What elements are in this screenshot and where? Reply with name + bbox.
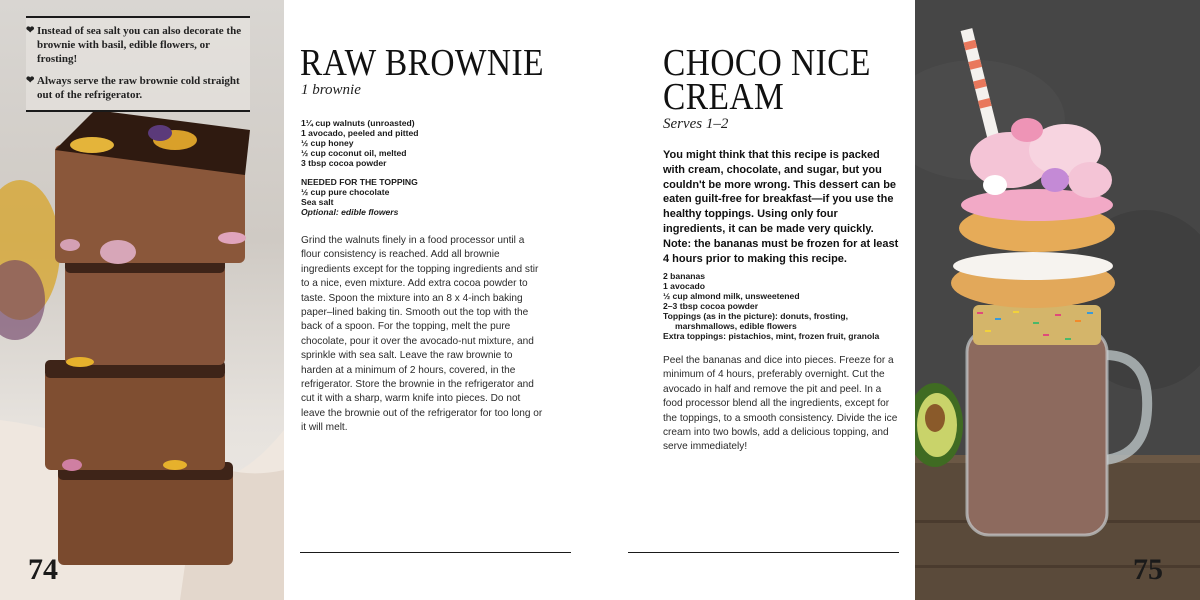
brownie-photo	[0, 0, 284, 600]
heart-bullet-icon: ❤	[26, 75, 35, 86]
ingredient-line: 2 bananas	[663, 271, 706, 281]
topping-heading: NEEDED FOR THE TOPPING	[301, 177, 418, 187]
milkshake-illustration	[915, 0, 1200, 600]
ingredient-line: ½ cup pure chocolate	[301, 187, 390, 197]
milkshake-photo	[915, 0, 1200, 600]
brownie-block-3	[45, 360, 225, 470]
page-number-left: 74	[28, 553, 58, 586]
ingredient-line: ½ cup honey	[301, 138, 354, 148]
choco-instructions: Peel the bananas and dice into pieces. Freeze for a minimum of 4 hours, preferably overnight. Cut the avocado in half and remove the pit and peel. In a food processor blend all the ingredients, except for the toppings, to a smooth consistency. Divide the ice cream into two bowls, add a delicious topping, and serve immediately!	[663, 355, 898, 453]
footer-rule-left	[300, 552, 571, 553]
optional-line: Optional: edible flowers	[301, 207, 399, 217]
extra-toppings-line: Extra toppings: pistachios, mint, frozen fruit, granola	[663, 331, 880, 341]
raw-brownie-instructions: Grind the walnuts finely in a food processor until a flour consistency is reached. Add all brownie ingredients except for the topping ingredients and stir to a nice, even mixture. Add extra cocoa powder to taste. Spoon the mixture into an 8 x 4-inch baking paper–lined baking tin. Smooth out the top with the back of a spoon. For the topping, melt the pure chocolate, pour it over the avocado-nut mixture, and sprinkle with sea salt. Leave the raw brownie to harden at a minimum of 2 hours, covered, in the refrigerator. Store the brownie in the refrigerator and cut it with a sharp, warm knife into pieces. Do not leave the brownie out of the refrigerator for too long or it will melt.	[301, 235, 543, 434]
tip-text: Instead of sea salt you can also decorate the brownie with basil, edible flowers, or frosting!	[37, 25, 242, 65]
choco-ingredients	[663, 271, 908, 341]
heart-bullet-icon: ❤	[26, 25, 35, 36]
tip-text: Always serve the raw brownie cold straight out of the refrigerator.	[37, 75, 240, 101]
raw-brownie-ingredients	[301, 118, 561, 217]
ingredient-line: 1¼ cup walnuts (unroasted)	[301, 118, 415, 128]
brownie-block-4	[58, 462, 233, 565]
ingredient-line: 1 avocado	[663, 281, 706, 291]
tip-item	[26, 74, 250, 102]
toppings-line: marshmallows, edible flowers	[675, 321, 797, 331]
ingredient-line: 1 avocado, peeled and pitted	[301, 128, 419, 138]
choco-intro: You might think that this recipe is packed with cream, chocolate, and sugar, but you couldn't be more wrong. This dessert can be eaten guilt-free for breakfast—if you use the healthy toppings. Using only four ingredients, it can be made very quickly. Note: the bananas must be frozen for at least 4 hours prior to making this recipe.	[663, 149, 899, 265]
tips-box	[26, 16, 250, 112]
brownie-block-2	[65, 255, 225, 365]
ingredient-line: ½ cup coconut oil, melted	[301, 148, 407, 158]
ingredient-line: 2–3 tbsp cocoa powder	[663, 301, 759, 311]
ingredient-line: 3 tbsp cocoa powder	[301, 158, 387, 168]
raw-brownie-title: RAW BROWNIE	[300, 42, 544, 84]
choco-title	[663, 42, 871, 118]
choco-title-line-1: CHOCO NICE	[663, 42, 871, 84]
footer-rule-right	[628, 552, 899, 553]
raw-brownie-yield: 1 brownie	[301, 82, 361, 98]
toppings-line: Toppings (as in the picture): donuts, frosting,	[663, 311, 849, 321]
ingredient-line: ½ cup almond milk, unsweetened	[663, 291, 800, 301]
choco-yield: Serves 1–2	[663, 116, 729, 132]
tip-item	[26, 24, 250, 66]
choco-title-line-2: CREAM	[663, 76, 785, 118]
page-number-right: 75	[1133, 553, 1163, 586]
ingredient-line: Sea salt	[301, 197, 334, 207]
